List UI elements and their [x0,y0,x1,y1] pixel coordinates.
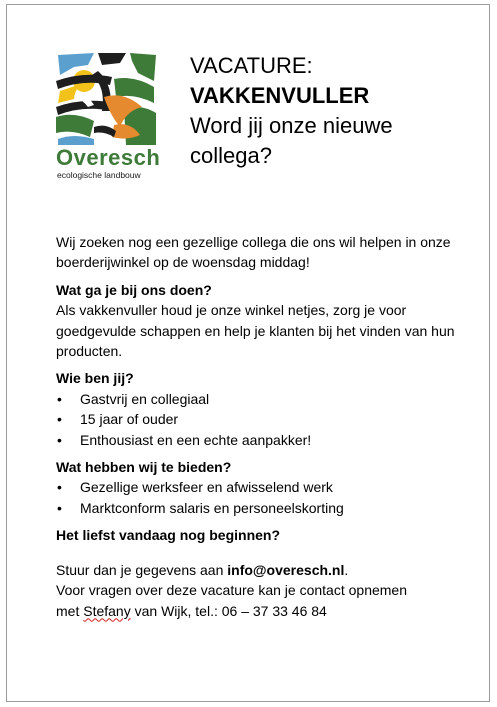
bullet: • [57,499,62,516]
section-heading-offer: Wat hebben wij te bieden? [56,459,232,476]
section-heading-profile: Wie ben jij? [56,370,134,387]
list-item-text: Gezellige werksfeer en afwisselend werk [80,479,333,496]
intro-text: Wij zoeken nog een gezellige collega die ons wil helpen in onze boerderijwinkel op de woensdag middag! [56,234,451,271]
contact-line-phone [56,601,481,621]
logo-artwork [54,51,158,147]
list-item-text: 15 jaar of ouder [80,411,179,428]
tasks-text: Als vakkenvuller houd je onze winkel netjes, zorg je voor goedgevulde schappen en help je klanten bij het vinden van hun producten. [56,302,455,360]
vacancy-header [190,51,480,171]
list-item [56,389,481,409]
list-item [56,498,481,518]
list-item-text: Gastvrij en collegiaal [80,390,210,407]
contact-line-email [56,560,481,580]
list-item [56,430,481,450]
overesch-logo [51,51,171,191]
header-line-job-title: VAKKENVULLER [190,83,370,108]
section-heading-tasks: Wat ga je bij ons doen? [56,281,212,298]
list-item [56,409,481,429]
list-item-text: Marktconform salaris en personeelskorting [80,499,344,516]
vacancy-body [56,232,481,621]
contact-text: met [56,602,84,619]
contact-email: info@overesch.nl [227,561,345,578]
contact-line-questions: Voor vragen over deze vacature kan je contact opnemen [56,582,407,599]
contact-name-spellcheck: Stefany [83,602,131,619]
logo-tagline: ecologische landbouw [57,170,141,180]
document-page [6,4,490,702]
bullet: • [57,479,62,496]
contact-text: Stuur dan je gegevens aan [56,561,228,578]
section-heading-start: Het liefst vandaag nog beginnen? [56,527,281,544]
offer-list [56,477,481,518]
list-item [56,477,481,497]
header-line-question-2: collega? [190,143,272,168]
header-line-vacature: VACATURE: [190,53,313,78]
list-item-text: Enthousiast en een echte aanpakker! [80,431,312,448]
contact-text: . [344,561,349,578]
bullet: • [57,390,62,407]
profile-list [56,389,481,450]
contact-text: van Wijk, tel.: 06 – 37 33 46 84 [130,602,327,619]
bullet: • [57,411,62,428]
logo-name: Overesch [56,145,161,170]
header-line-question-1: Word jij onze nieuwe [190,113,393,138]
bullet: • [57,431,62,448]
